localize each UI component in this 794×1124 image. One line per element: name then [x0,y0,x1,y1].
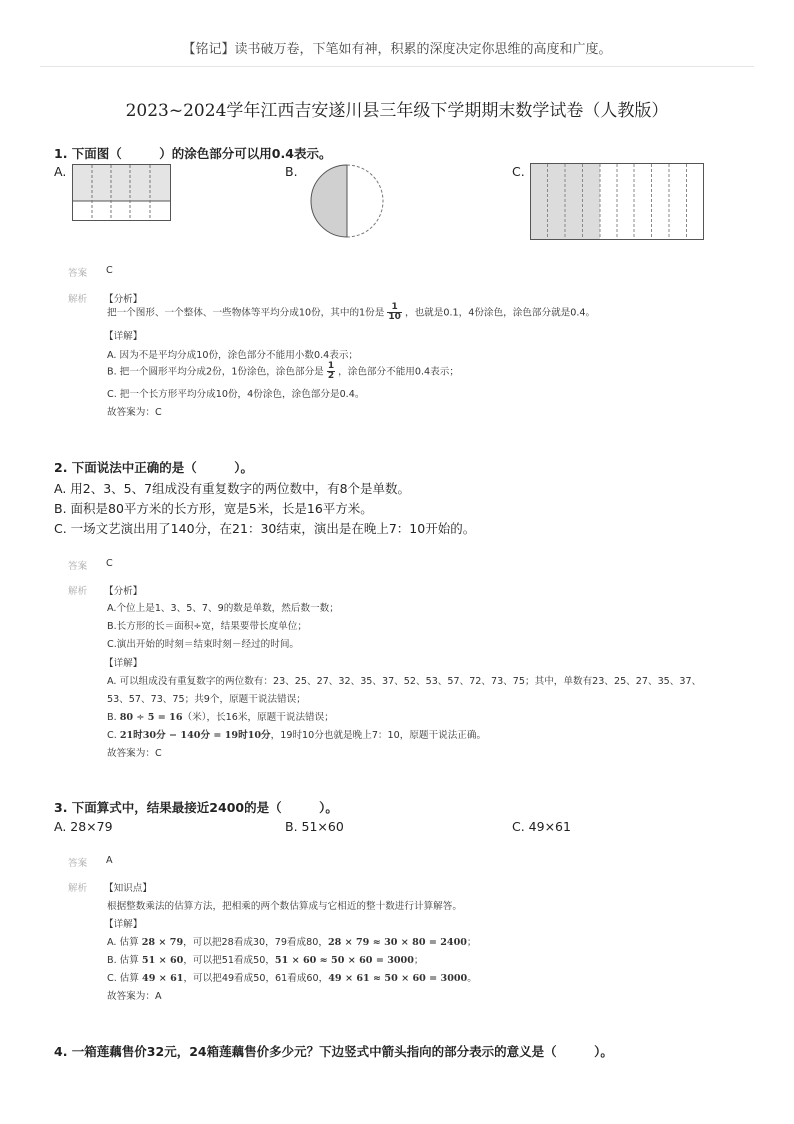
q3-option-c: C. 49×61 [512,819,571,834]
q2-detail-a-line-2: 53、57、73、75；共9个，原题干说法错误； [107,694,306,705]
q3-detail-c-product: 49 × 61 [142,973,184,984]
q2-detail-heading: 【详解】 [104,658,143,669]
q2-answer-tag: 答案 [68,561,88,572]
q3-detail-c-estimate: 49 × 61 ≈ 50 × 60 = 3000 [328,973,468,984]
header-motto: 【铭记】读书破万卷，下笔如有神，积累的深度决定你思维的高度和广度。 [182,42,612,57]
q2-detail-c-formula: 21时30分 − 140分 = 19时10分 [119,730,271,741]
q1-figure-b [296,163,406,239]
q2-option-b: B. 面积是80平方米的长方形，宽是5米，长是16平方米。 [54,501,373,516]
q2-option-a: A. 用2、3、5、7组成没有重复数字的两位数中，有8个是单数。 [54,481,411,496]
q1-stem: 1. 下面图（ ）的涂色部分可以用0.4表示。 [54,146,332,161]
q3-detail-c: C. 估算 49 × 61，可以把49看成50，61看成60，49 × 61 ≈ 50 × 60 = 3000。 [107,973,477,984]
q3-knowledge-text: 根据整数乘法的估算方法，把相乘的两个数估算成与它相近的整十数进行计算解答。 [107,901,462,912]
q3-detail-b-product: 51 × 60 [141,955,184,966]
q1-analysis-tag: 解析 [68,294,88,305]
q3-detail-b-estimate: 51 × 60 ≈ 50 × 60 = 3000 [274,955,414,966]
q3-option-b: B. 51×60 [285,819,344,834]
q3-option-a: A. 28×79 [54,819,113,834]
q2-option-c: C. 一场文艺演出用了140分，在21：30结束，演出是在晚上7：10开始的。 [54,521,476,536]
q1-option-a-label: A. [54,164,67,179]
q1-detail-b: B. 把一个圆形平均分成2份，1份涂色，涂色部分是 $\frac{1}{2}$ ，涂色部分不能用0.4表示； [107,361,459,381]
q3-detail-heading: 【详解】 [104,919,143,930]
q3-stem: 3. 下面算式中，结果最接近2400的是（ ）。 [54,800,338,815]
q1-answer-value: C [106,265,113,276]
q2-detail-b-formula: 80 ÷ 5 = 16 [119,712,183,723]
q1-fraction-half: $\frac{1}{2}$ [327,361,335,381]
q1-figure-a [72,164,172,222]
q3-knowledge-heading: 【知识点】 [104,883,152,894]
q3-detail-b: B. 估算 51 × 60，可以把51看成50，51 × 60 ≈ 50 × 60 = 3000； [107,955,424,966]
q3-analysis-tag: 解析 [68,883,88,894]
q1-figure-a-shaded [73,165,170,201]
q2-conclusion: 故答案为：C [107,748,162,759]
page-title: 2023~2024学年江西吉安遂川县三年级下学期期末数学试卷（人教版） [125,101,669,121]
q1-option-c-label: C. [512,164,525,179]
q1-conclusion: 故答案为：C [107,407,162,418]
q1-detail-c: C. 把一个长方形平均分成10份，4份涂色，涂色部分是0.4。 [107,389,365,400]
q2-fenxi-line-1: A.个位上是1、3、5、7、9的数是单数，然后数一数； [107,603,339,614]
q2-detail-a-line-1: A. 可以组成没有重复数字的两位数有：23、25、27、32、35、37、52、53、57、72、73、75；其中，单数有23、25、27、35、37、 [107,676,702,687]
q1-fraction-tenth: $\frac{1}{10}$ [388,302,401,322]
q1-answer-tag: 答案 [68,268,88,279]
q2-detail-b: B. 80 ÷ 5 = 16（米），长16米，原题干说法错误； [107,712,334,723]
q1-detail-heading: 【详解】 [104,331,143,342]
q2-stem: 2. 下面说法中正确的是（ ）。 [54,460,254,475]
q3-detail-a: A. 估算 28 × 79，可以把28看成30，79看成80，28 × 79 ≈ 30 × 80 = 2400； [107,937,477,948]
q3-detail-a-estimate: 28 × 79 ≈ 30 × 80 = 2400 [327,937,467,948]
q2-analysis-tag: 解析 [68,586,88,597]
q4-stem: 4. 一箱莲藕售价32元，24箱莲藕售价多少元？下边竖式中箭头指向的部分表示的意义是（ ）。 [54,1044,613,1059]
q3-detail-a-product: 28 × 79 [141,937,184,948]
q1-option-b-label: B. [285,164,298,179]
q2-fenxi-line-3: C.演出开始的时刻＝结束时刻－经过的时间。 [107,639,300,650]
q1-figure-c [530,163,706,241]
q1-detail-a: A. 因为不是平均分成10份，涂色部分不能用小数0.4表示； [107,350,359,361]
q2-detail-c: C. 21时30分 − 140分 = 19时10分，19时10分也就是晚上7：10，原题干说法正确。 [107,730,487,741]
q3-conclusion: 故答案为：A [107,991,162,1002]
q3-answer-value: A [106,855,113,866]
q2-fenxi-heading: 【分析】 [104,586,143,597]
q1-figure-b-shaded-half [311,165,347,237]
q2-answer-value: C [106,558,113,569]
q2-fenxi-line-2: B.长方形的长＝面积÷宽，结果要带长度单位； [107,621,307,632]
q1-fenxi-heading: 【分析】 [104,294,143,305]
header-divider [40,66,754,67]
q3-answer-tag: 答案 [68,858,88,869]
q1-fenxi-text: 把一个图形、一个整体、一些物体等平均分成10份，其中的1份是 $\frac{1}{10}$ ，也就是0.1，4份涂色，涂色部分就是0.4。 [107,302,596,322]
